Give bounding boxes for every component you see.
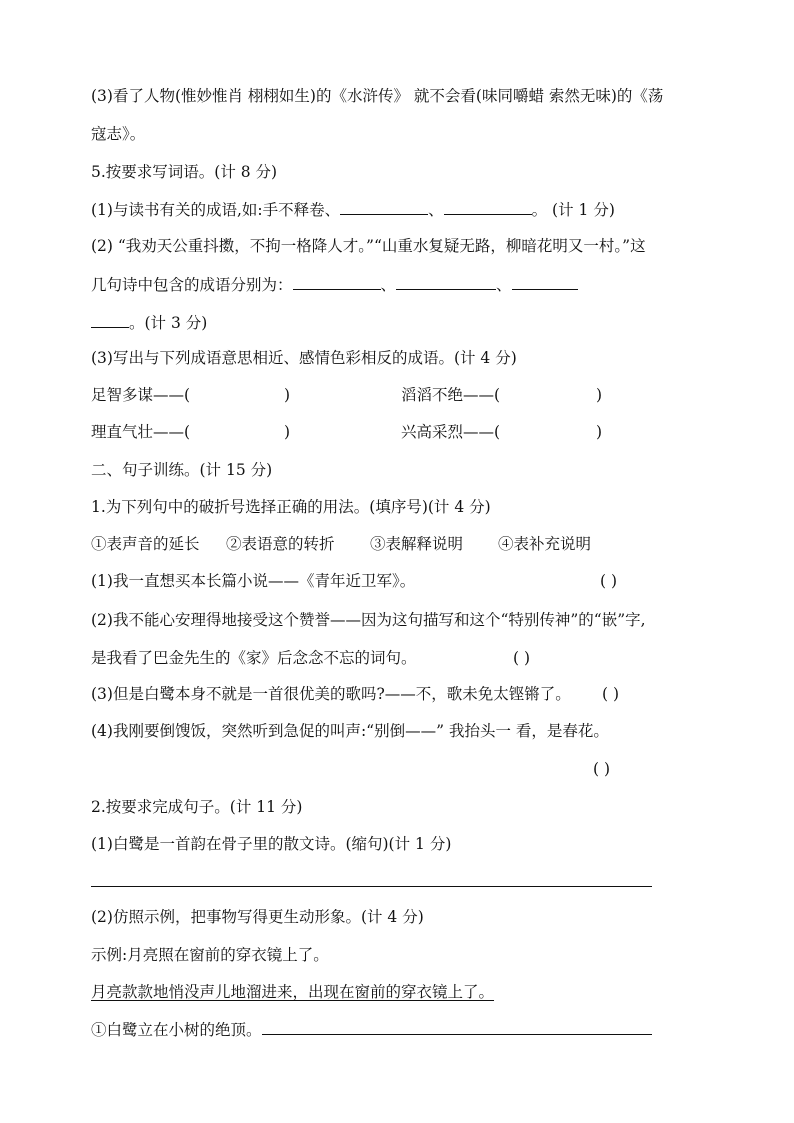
option-3: ③表解释说明 (370, 535, 464, 553)
q1-s4: (4)我刚要倒馊饭，突然听到急促的叫声:“别倒——” 我抬头一 看，是春花。 (91, 722, 609, 740)
q1-s3-answer[interactable]: ( ) (602, 685, 620, 703)
idiom-1: 足智多谋——( (91, 386, 191, 404)
option-4: ④表补充说明 (498, 535, 592, 553)
q5-p2-line1: (2) “我劝天公重抖擞，不拘一格降人才。”“山重水复疑无路，柳暗花明又一村。”这 (91, 237, 646, 255)
idiom-3-close: ) (284, 423, 291, 441)
s3-line2: 寇志》。 (91, 125, 146, 143)
q2-item1-text: ①白鹭立在小树的绝顶。 (91, 1021, 262, 1039)
s3-line1: (3)看了人物(惟妙惟肖 栩栩如生)的《水浒传》 就不会看(味同嚼蜡 索然无味)的《荡 (91, 87, 664, 105)
q2-item1 (91, 1019, 652, 1040)
blank-3[interactable] (293, 274, 381, 290)
q2-example: 示例:月亮照在窗前的穿衣镜上了。 (91, 946, 329, 964)
idiom-2-close: ) (596, 386, 603, 404)
q5-p2-sep-1: 、 (380, 276, 397, 294)
q2-p1: (1)白鹭是一首韵在骨子里的散文诗。(缩句)(计 1 分) (91, 835, 452, 853)
q5-p2-prefix: 几句诗中包含的成语分别为： (91, 276, 293, 294)
option-2: ②表语意的转折 (226, 535, 335, 553)
answer-line-2[interactable] (262, 1019, 652, 1035)
q1-s2-line1: (2)我不能心安理得地接受这个赞誉——因为这句描写和这个“特别传神”的“嵌”字, (91, 611, 646, 629)
q2-title: 2.按要求完成句子。(计 11 分) (91, 798, 303, 816)
section-2-title: 二、句子训练。(计 15 分) (91, 461, 273, 479)
q5-p2-sep-2: 、 (496, 276, 512, 294)
idiom-4: 兴高采烈——( (401, 423, 501, 441)
q5-p3-title: (3)写出与下列成语意思相近、感情色彩相反的成语。(计 4 分) (91, 349, 517, 367)
q2-example-answer: 月亮款款地悄没声儿地溜进来，出现在窗前的穿衣镜上了。 (91, 983, 495, 1001)
q5-p1-sep: 、 (428, 201, 444, 219)
blank-1[interactable] (340, 199, 428, 215)
blank-4[interactable] (396, 274, 496, 290)
q1-title: 1.为下列句中的破折号选择正确的用法。(填序号)(计 4 分) (91, 498, 491, 516)
q5-p1-end: 。 (计 1 分) (531, 201, 615, 219)
q1-s3: (3)但是白鹭本身不就是一首很优美的歌吗?——不，歌未免太铿锵了。 (91, 685, 571, 703)
q1-s4-answer[interactable]: ( ) (593, 760, 611, 778)
q1-s2-line2: 是我看了巴金先生的《家》后念念不忘的词句。 (91, 649, 417, 667)
q5-p2-end: 。(计 3 分) (129, 314, 208, 332)
q1-s2-answer[interactable]: ( ) (513, 649, 531, 667)
blank-6[interactable] (91, 312, 129, 328)
q1-s1: (1)我一直想买本长篇小说——《青年近卫军》。 (91, 572, 416, 590)
blank-2[interactable] (444, 199, 532, 215)
q5-title: 5.按要求写词语。(计 8 分) (91, 163, 278, 181)
idiom-2: 滔滔不绝——( (401, 386, 501, 404)
q2-p2: (2)仿照示例，把事物写得更生动形象。(计 4 分) (91, 908, 424, 926)
q5-p1-prefix: (1)与读书有关的成语,如:手不释卷、 (91, 201, 341, 219)
idiom-1-close: ) (284, 386, 291, 404)
q5-p1 (91, 199, 615, 220)
q5-p2-line2 (91, 274, 578, 295)
idiom-3: 理直气壮——( (91, 423, 191, 441)
blank-5[interactable] (512, 274, 578, 290)
option-1: ①表声音的延长 (91, 535, 200, 553)
q1-s1-answer[interactable]: ( ) (600, 572, 618, 590)
q5-p2-line3 (91, 312, 207, 333)
answer-line-1[interactable] (91, 886, 652, 887)
idiom-4-close: ) (596, 423, 603, 441)
